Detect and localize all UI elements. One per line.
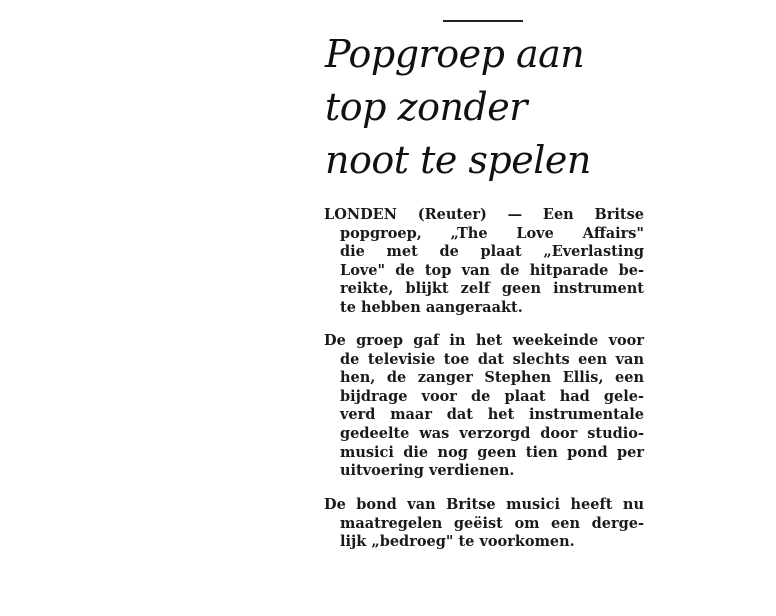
paragraph-line: hen, de zanger Stephen Ellis, een [340, 369, 644, 387]
paragraph-line: popgroep, „The Love Affairs" [340, 224, 644, 242]
newspaper-clipping [322, 0, 654, 616]
headline-line: noot te spelen [325, 138, 591, 182]
paragraph-line: maatregelen geëist om een derge- [340, 514, 644, 532]
article-paragraph [324, 206, 644, 318]
paragraph-line: verd maar dat het instrumentale [340, 406, 644, 424]
article-paragraph [324, 332, 644, 481]
paragraph-line: De bond van Britse musici heeft nu [324, 496, 644, 513]
article-paragraph [324, 496, 644, 552]
paragraph-line: LONDEN (Reuter) — Een Britse [324, 206, 644, 223]
paragraph-line: de televisie toe dat slechts een van [340, 350, 644, 368]
paragraph-line: reikte, blijkt zelf geen instrument [340, 280, 644, 298]
paragraph-line: Love" de top van de hitparade be- [340, 261, 644, 279]
headline-line: Popgroep aan [325, 32, 585, 76]
paragraph-line: musici die nog geen tien pond per [340, 443, 644, 461]
paragraph-line: gedeelte was verzorgd door studio- [340, 424, 644, 442]
headline-line: top zonder [325, 85, 527, 129]
headline-rule [443, 20, 523, 22]
headline [325, 28, 645, 187]
paragraph-line: uitvoering verdienen. [340, 462, 515, 480]
paragraph-line: bijdrage voor de plaat had gele- [340, 387, 644, 405]
paragraph-line: die met de plaat „Everlasting [340, 243, 644, 261]
paragraph-line: te hebben aangeraakt. [340, 298, 523, 316]
paragraph-line: De groep gaf in het weekeinde voor [324, 332, 644, 349]
paragraph-line: lijk „bedroeg" te voorkomen. [340, 533, 575, 551]
